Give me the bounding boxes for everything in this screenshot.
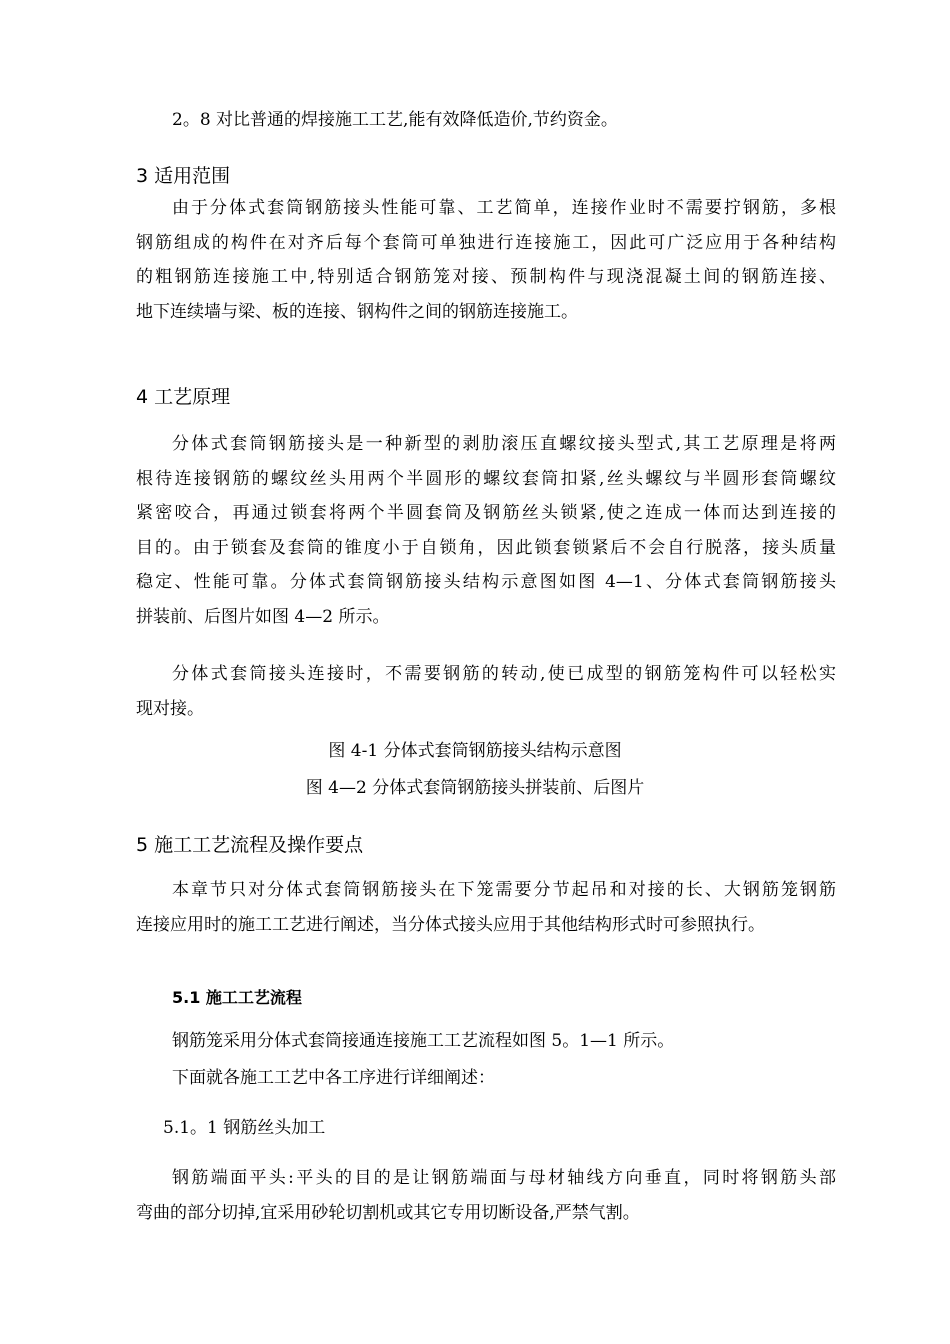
paragraph-line: 目的。由于锁套及套筒的锥度小于自锁角，因此锁套锁紧后不会自行脱落，接头质量 xyxy=(136,537,836,558)
section-5-heading: 5 施工工艺流程及操作要点 xyxy=(136,834,364,856)
section-5-1-1-heading: 5.1。1 钢筋丝头加工 xyxy=(163,1118,326,1138)
section-4-paragraph-2 xyxy=(136,657,836,726)
paragraph-line: 连接应用时的施工工艺进行阐述，当分体式接头应用于其他结构形式时可参照执行。 xyxy=(136,914,765,935)
paragraph-line: 本章节只对分体式套筒钢筋接头在下笼需要分节起吊和对接的长、大钢筋笼钢筋 xyxy=(172,880,836,900)
section-3-paragraph xyxy=(136,191,836,329)
paragraph-line: 紧密咬合，再通过锁套将两个半圆套筒及钢筋丝头锁紧,使之连成一体而达到连接的 xyxy=(136,503,836,523)
section-5-1-line-1: 钢筋笼采用分体式套筒接通连接施工工艺流程如图 5。1—1 所示。 xyxy=(172,1031,675,1051)
paragraph-line: 拼装前、后图片如图 4—2 所示。 xyxy=(136,606,390,627)
figure-caption-4-1: 图 4-1 分体式套筒钢筋接头结构示意图 xyxy=(328,741,622,761)
paragraph-line: 分体式套筒接头连接时，不需要钢筋的转动,使已成型的钢筋笼构件可以轻松实 xyxy=(172,664,836,684)
paragraph-line: 弯曲的部分切掉,宜采用砂轮切割机或其它专用切断设备,严禁气割。 xyxy=(136,1202,640,1223)
section-5-1-line-2: 下面就各施工工艺中各工序进行详细阐述： xyxy=(172,1068,495,1088)
paragraph-line: 钢筋组成的构件在对齐后每个套筒可单独进行连接施工，因此可广泛应用于各种结构 xyxy=(136,232,836,253)
paragraph-line: 钢筋端面平头:平头的目的是让钢筋端面与母材轴线方向垂直，同时将钢筋头部 xyxy=(172,1168,836,1188)
paragraph-line: 分体式套筒钢筋接头是一种新型的剥肋滚压直螺纹接头型式,其工艺原理是将两 xyxy=(172,434,836,454)
section-5-1-1-paragraph xyxy=(136,1161,836,1230)
item-2-8-text: 2。8 对比普通的焊接施工工艺,能有效降低造价,节约资金。 xyxy=(172,110,618,130)
section-4-heading: 4 工艺原理 xyxy=(136,386,231,408)
paragraph-line: 的粗钢筋连接施工中,特别适合钢筋笼对接、预制构件与现浇混凝土间的钢筋连接、 xyxy=(136,267,836,287)
paragraph-line: 地下连续墙与梁、板的连接、钢构件之间的钢筋连接施工。 xyxy=(136,301,578,322)
paragraph-line: 现对接。 xyxy=(136,698,204,719)
paragraph-line: 稳定、性能可靠。分体式套筒钢筋接头结构示意图如图 4—1、分体式套筒钢筋接头 xyxy=(136,572,836,592)
paragraph-line: 由于分体式套筒钢筋接头性能可靠、工艺简单，连接作业时不需要拧钢筋，多根 xyxy=(172,198,836,218)
section-5-1-heading: 5.1 施工工艺流程 xyxy=(172,988,302,1007)
section-5-paragraph xyxy=(136,873,836,942)
paragraph-line: 根待连接钢筋的螺纹丝头用两个半圆形的螺纹套筒扣紧,丝头螺纹与半圆形套筒螺纹 xyxy=(136,468,836,489)
figure-caption-4-2: 图 4—2 分体式套筒钢筋接头拼装前、后图片 xyxy=(305,778,645,798)
section-3-heading: 3 适用范围 xyxy=(136,165,231,187)
section-4-paragraph-1 xyxy=(136,427,836,634)
